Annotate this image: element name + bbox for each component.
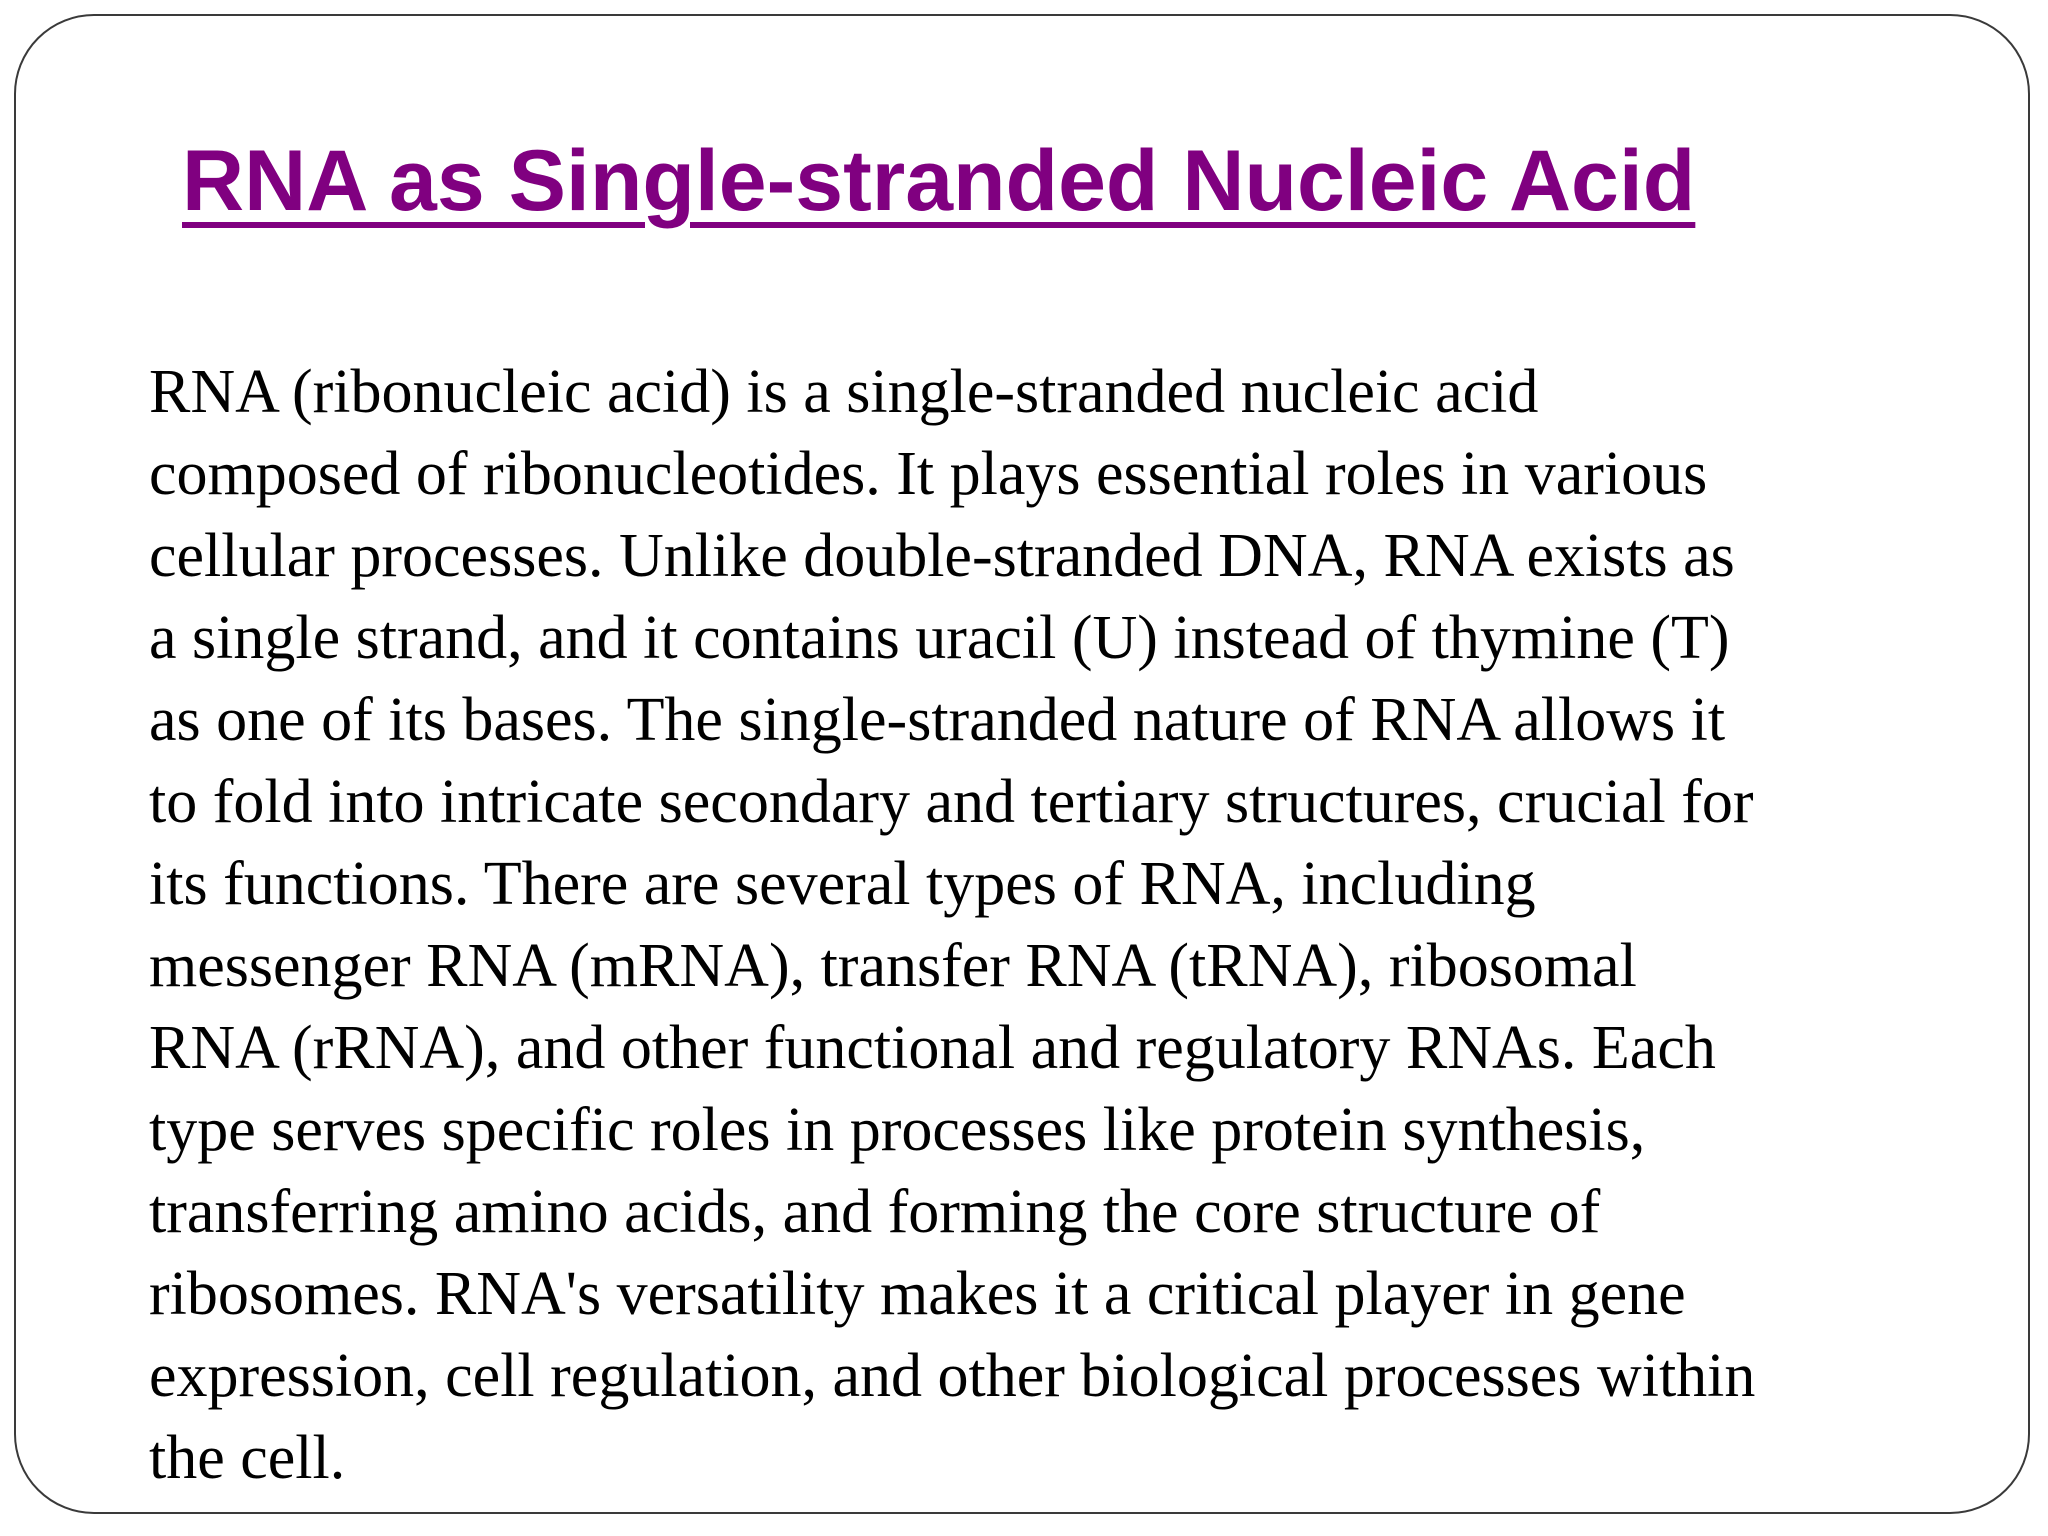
body-line: a single strand, and it contains uracil (U) instead of thymine (T) [149,604,1730,672]
body-line: expression, cell regulation, and other biological processes within [149,1342,1756,1410]
body-line: messenger RNA (mRNA), transfer RNA (tRNA), ribosomal [149,932,1637,1000]
body-line: cellular processes. Unlike double-stranded DNA, RNA exists as [149,522,1735,590]
slide-body-text [149,351,1949,1499]
body-line: as one of its bases. The single-stranded nature of RNA allows it [149,686,1726,754]
body-line: ribosomes. RNA's versatility makes it a critical player in gene [149,1260,1686,1328]
body-line: composed of ribonucleotides. It plays essential roles in various [149,440,1708,508]
body-line: RNA (rRNA), and other functional and regulatory RNAs. Each [149,1014,1716,1082]
slide-title: RNA as Single-stranded Nucleic Acid [182,133,1696,229]
body-line: the cell. [149,1424,346,1492]
body-line: transferring amino acids, and forming the core structure of [149,1178,1601,1246]
slide-frame [14,14,2030,1514]
body-line: to fold into intricate secondary and tertiary structures, crucial for [149,768,1754,836]
body-line: its functions. There are several types of RNA, including [149,850,1536,918]
body-line: RNA (ribonucleic acid) is a single-stranded nucleic acid [149,358,1539,426]
body-line: type serves specific roles in processes like protein synthesis, [149,1096,1646,1164]
